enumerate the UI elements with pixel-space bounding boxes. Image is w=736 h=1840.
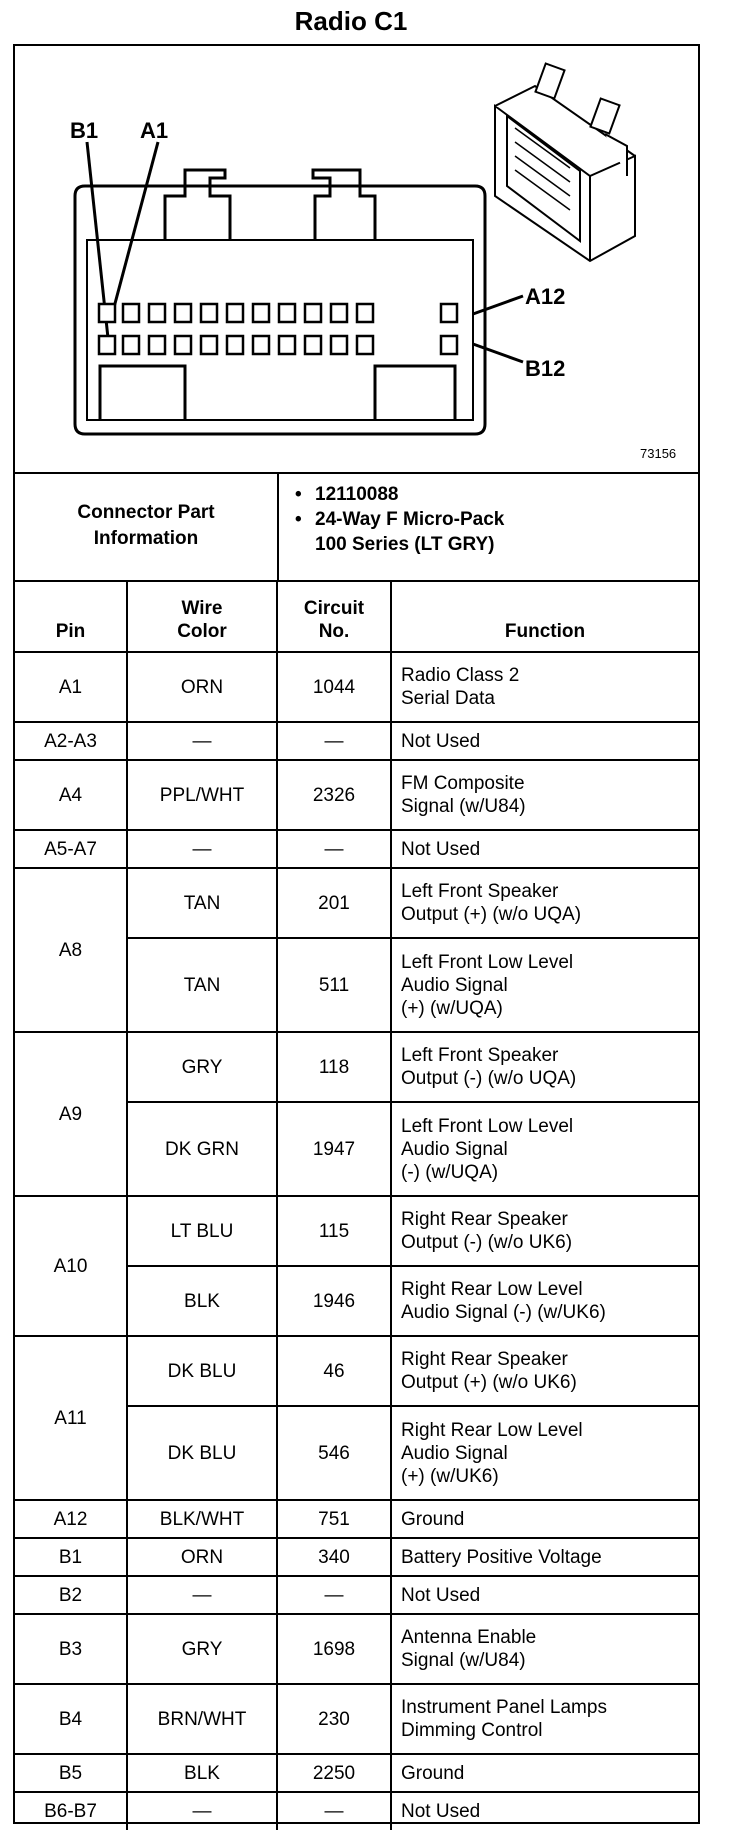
- pin-cell: B1: [15, 1538, 127, 1576]
- table-row: [15, 1792, 698, 1830]
- function-cell: Battery Positive Voltage: [391, 1538, 698, 1576]
- pin-cell: A9: [15, 1032, 127, 1196]
- label-b12: B12: [525, 356, 566, 381]
- pin-cell: A8: [15, 868, 127, 1032]
- wire-color-cell: —: [127, 1792, 277, 1830]
- label-b1: B1: [70, 118, 99, 143]
- part-number: • 12110088: [295, 482, 685, 507]
- pin-cell: B3: [15, 1614, 127, 1684]
- table-row: [15, 1614, 698, 1684]
- wire-color-cell: GRY: [127, 1614, 277, 1684]
- connector-drawing: [15, 46, 698, 472]
- function-cell: Radio Class 2 Serial Data: [391, 652, 698, 722]
- pin-cell: B5: [15, 1754, 127, 1792]
- circuit-cell: —: [277, 1576, 391, 1614]
- wire-color-cell: BLK: [127, 1754, 277, 1792]
- table-header-row: [15, 580, 698, 652]
- table-row: [15, 722, 698, 760]
- connector-description-line1: 24-Way F Micro-Pack: [315, 509, 505, 530]
- table-row: [15, 1032, 698, 1102]
- circuit-cell: 1946: [277, 1266, 391, 1336]
- circuit-cell: —: [277, 722, 391, 760]
- wire-color-cell: BLK/WHT: [127, 1500, 277, 1538]
- pinout-table: [15, 580, 698, 1830]
- table-row: [15, 652, 698, 722]
- table-row: [15, 1196, 698, 1266]
- table-row: [15, 760, 698, 830]
- connector-iso-view: [495, 63, 635, 261]
- function-cell: Left Front Speaker Output (+) (w/o UQA): [391, 868, 698, 938]
- wire-color-cell: DK BLU: [127, 1336, 277, 1406]
- function-cell: Left Front Low Level Audio Signal (-) (w/UQA): [391, 1102, 698, 1196]
- connector-part-details: [295, 482, 685, 557]
- col-header-wire-color: Wire Color: [127, 580, 277, 652]
- pin-cell: B4: [15, 1684, 127, 1754]
- table-row: [15, 1754, 698, 1792]
- function-cell: Right Rear Speaker Output (+) (w/o UK6): [391, 1336, 698, 1406]
- wire-color-cell: PPL/WHT: [127, 760, 277, 830]
- function-cell: Left Front Speaker Output (-) (w/o UQA): [391, 1032, 698, 1102]
- wire-color-cell: BRN/WHT: [127, 1684, 277, 1754]
- circuit-cell: 46: [277, 1336, 391, 1406]
- circuit-cell: —: [277, 830, 391, 868]
- connector-part-info-line2: Information: [93, 528, 199, 549]
- wire-color-cell: DK GRN: [127, 1102, 277, 1196]
- circuit-cell: 2250: [277, 1754, 391, 1792]
- pin-cell: A5-A7: [15, 830, 127, 868]
- table-row: [15, 1684, 698, 1754]
- wire-color-cell: ORN: [127, 1538, 277, 1576]
- function-cell: Right Rear Speaker Output (-) (w/o UK6): [391, 1196, 698, 1266]
- wire-color-cell: GRY: [127, 1032, 277, 1102]
- table-row: [15, 830, 698, 868]
- pin-cell: B6-B7: [15, 1792, 127, 1830]
- circuit-cell: 546: [277, 1406, 391, 1500]
- circuit-cell: 1947: [277, 1102, 391, 1196]
- function-cell: Right Rear Low Level Audio Signal (-) (w/UK6): [391, 1266, 698, 1336]
- table-row: [15, 1538, 698, 1576]
- pin-cell: A10: [15, 1196, 127, 1336]
- pin-cell: A11: [15, 1336, 127, 1500]
- label-a1: A1: [140, 118, 169, 143]
- connector-description: [295, 507, 685, 557]
- function-cell: Not Used: [391, 1792, 698, 1830]
- function-cell: Ground: [391, 1754, 698, 1792]
- table-row: [15, 1500, 698, 1538]
- circuit-cell: 1698: [277, 1614, 391, 1684]
- pin-cell: A2-A3: [15, 722, 127, 760]
- wire-color-cell: TAN: [127, 938, 277, 1032]
- function-cell: Left Front Low Level Audio Signal (+) (w/UQA): [391, 938, 698, 1032]
- page-title: Radio C1: [294, 6, 408, 36]
- connector-part-information: [15, 472, 698, 582]
- function-cell: Not Used: [391, 830, 698, 868]
- wire-color-cell: LT BLU: [127, 1196, 277, 1266]
- pin-cell: A4: [15, 760, 127, 830]
- function-cell: Not Used: [391, 722, 698, 760]
- circuit-cell: 115: [277, 1196, 391, 1266]
- col-header-circuit: Circuit No.: [277, 580, 391, 652]
- pin-cell: A12: [15, 1500, 127, 1538]
- circuit-cell: —: [277, 1792, 391, 1830]
- circuit-cell: 751: [277, 1500, 391, 1538]
- wire-color-cell: BLK: [127, 1266, 277, 1336]
- col-header-pin: Pin: [15, 580, 127, 652]
- label-a12: A12: [525, 284, 566, 309]
- wire-color-cell: DK BLU: [127, 1406, 277, 1500]
- function-cell: Right Rear Low Level Audio Signal (+) (w/UK6): [391, 1406, 698, 1500]
- wire-color-cell: —: [127, 1576, 277, 1614]
- connector-part-info-label: [15, 472, 279, 580]
- table-row: [15, 868, 698, 938]
- circuit-cell: 201: [277, 868, 391, 938]
- function-cell: Not Used: [391, 1576, 698, 1614]
- table-row: [15, 1336, 698, 1406]
- function-cell: Antenna Enable Signal (w/U84): [391, 1614, 698, 1684]
- pin-cell: B2: [15, 1576, 127, 1614]
- circuit-cell: 118: [277, 1032, 391, 1102]
- circuit-cell: 340: [277, 1538, 391, 1576]
- connector-description-line2: 100 Series (LT GRY): [315, 534, 495, 555]
- col-header-function: Function: [391, 580, 698, 652]
- function-cell: Ground: [391, 1500, 698, 1538]
- connector-frame: [13, 44, 700, 1824]
- table-row: [15, 1576, 698, 1614]
- wire-color-cell: —: [127, 722, 277, 760]
- wire-color-cell: ORN: [127, 652, 277, 722]
- figure-number: 73156: [640, 446, 677, 461]
- wire-color-cell: TAN: [127, 868, 277, 938]
- function-cell: Instrument Panel Lamps Dimming Control: [391, 1684, 698, 1754]
- circuit-cell: 511: [277, 938, 391, 1032]
- connector-part-info-line1: Connector Part: [77, 502, 215, 523]
- circuit-cell: 2326: [277, 760, 391, 830]
- pin-cell: A1: [15, 652, 127, 722]
- circuit-cell: 230: [277, 1684, 391, 1754]
- connector-diagram: [15, 46, 698, 474]
- circuit-cell: 1044: [277, 652, 391, 722]
- wire-color-cell: —: [127, 830, 277, 868]
- function-cell: FM Composite Signal (w/U84): [391, 760, 698, 830]
